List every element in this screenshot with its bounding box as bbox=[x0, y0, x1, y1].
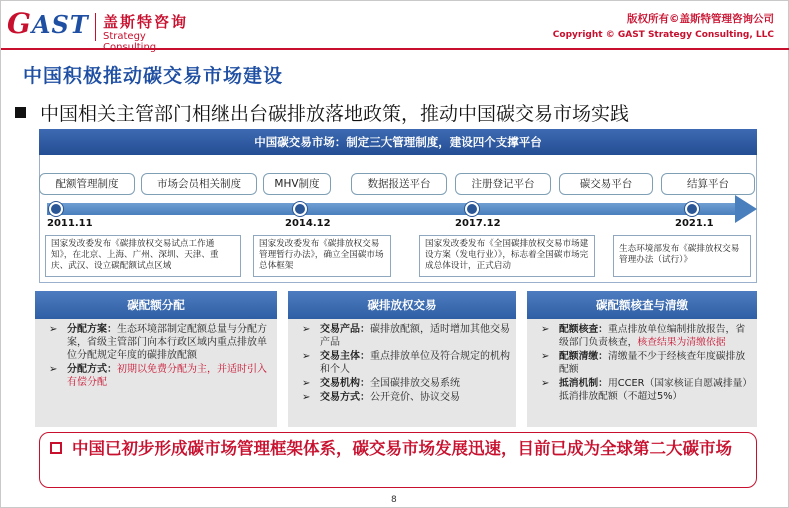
item-text: 生态环境部制定配额总量与分配方案，省级主管部门向本行政区域内重点排放单位分配规定年度的碳排放配额 bbox=[67, 324, 267, 361]
item-text: 清缴量不少于经核查年度碳排放配额 bbox=[559, 351, 746, 375]
list-item bbox=[302, 391, 510, 404]
column-body-verification bbox=[527, 319, 757, 427]
list-item bbox=[541, 323, 751, 349]
tag-data-platform: 数据报送平台 bbox=[351, 173, 447, 195]
copyright-notice bbox=[553, 11, 774, 40]
timeline-date: 2014.12 bbox=[285, 218, 331, 229]
list-item bbox=[541, 377, 751, 403]
list-item bbox=[302, 350, 510, 376]
company-logo bbox=[7, 5, 197, 45]
tag-settlement-platform: 结算平台 bbox=[661, 173, 755, 195]
timeline-date: 2021.1 bbox=[675, 218, 714, 229]
item-text: 全国碳排放交易系统 bbox=[370, 378, 460, 389]
list-item bbox=[49, 323, 271, 362]
conclusion-text: 中国已初步形成碳市场管理框架体系，碳交易市场发展迅速，目前已成为全球第二大碳市场 bbox=[72, 439, 732, 458]
timeline-arrow-icon bbox=[735, 195, 757, 223]
column-body-quota-allocation bbox=[35, 319, 277, 427]
timeline-date: 2017.12 bbox=[455, 218, 501, 229]
tag-quota-management: 配额管理制度 bbox=[39, 173, 135, 195]
item-label: 交易主体： bbox=[320, 351, 370, 362]
list-item bbox=[302, 323, 510, 349]
list-item bbox=[302, 377, 510, 390]
item-highlight: 初期以免费分配为主，并适时引入有偿分配 bbox=[67, 364, 267, 388]
item-label: 交易机构： bbox=[320, 378, 370, 389]
header-divider bbox=[1, 48, 789, 50]
item-text: 重点排放单位及符合规定的机构和个人 bbox=[320, 351, 510, 375]
conclusion-text-wrap bbox=[50, 437, 746, 461]
page-number: 8 bbox=[391, 495, 397, 505]
column-header-emission-trading: 碳排放权交易 bbox=[288, 291, 516, 319]
subtitle-text: 中国相关主管部门相继出台碳排放落地政策，推动中国碳交易市场实践 bbox=[40, 103, 630, 125]
column-header-quota-allocation: 碳配额分配 bbox=[35, 291, 277, 319]
logo-divider bbox=[95, 13, 96, 41]
item-text: 用CCER（国家核证自愿减排量）抵消排放配额（不超过5%） bbox=[559, 378, 748, 402]
logo-wordmark bbox=[7, 7, 89, 40]
item-label: 配额核查： bbox=[559, 324, 608, 335]
item-label: 交易方式： bbox=[320, 392, 370, 403]
timeline-date: 2011.11 bbox=[47, 218, 93, 229]
timeline-dot bbox=[465, 202, 479, 216]
column-header-verification: 碳配额核查与清缴 bbox=[527, 291, 757, 319]
item-highlight: 核查结果为清缴依据 bbox=[637, 337, 726, 348]
timeline-bar bbox=[47, 203, 737, 215]
item-text: 公开竞价、协议交易 bbox=[370, 392, 460, 403]
copyright-en: Copyright © GAST Strategy Consulting, LLC bbox=[552, 30, 774, 40]
logo-chinese-name: 盖斯特咨询 bbox=[103, 13, 189, 31]
logo-letter-g: G bbox=[7, 7, 32, 40]
column-body-emission-trading bbox=[288, 319, 516, 427]
hollow-square-bullet-icon bbox=[50, 442, 62, 454]
tag-registry-platform: 注册登记平台 bbox=[455, 173, 551, 195]
framework-banner: 中国碳交易市场：制定三大管理制度，建设四个支撑平台 bbox=[39, 129, 757, 155]
timeline-note: 国家发改委发布《全国碳排放权交易市场建设方案（发电行业）》，标志着全国碳市场完成总体设计，正式启动 bbox=[419, 235, 595, 277]
page-title: 中国积极推动碳交易市场建设 bbox=[23, 65, 284, 87]
square-bullet-icon bbox=[15, 107, 26, 118]
timeline-dot bbox=[685, 202, 699, 216]
item-text: 重点排放单位编制排放报告，省级部门负责核查， bbox=[559, 324, 746, 348]
timeline-dot bbox=[49, 202, 63, 216]
tag-trading-platform: 碳交易平台 bbox=[559, 173, 653, 195]
item-label: 配额清缴： bbox=[559, 351, 608, 362]
item-label: 交易产品： bbox=[320, 324, 370, 335]
item-label: 分配方案： bbox=[67, 324, 117, 335]
tag-member-system: 市场会员相关制度 bbox=[141, 173, 257, 195]
timeline-note: 生态环境部发布《碳排放权交易管理办法（试行）》 bbox=[613, 235, 751, 277]
list-item bbox=[49, 363, 271, 389]
conclusion-box bbox=[39, 432, 757, 488]
copyright-cn: 版权所有©盖斯特管理咨询公司 bbox=[627, 13, 774, 25]
tag-mhv-system: MHV制度 bbox=[263, 173, 331, 195]
item-label: 分配方式： bbox=[67, 364, 117, 375]
logo-letters: AST bbox=[31, 10, 89, 39]
item-label: 抵消机制： bbox=[559, 378, 608, 389]
item-text: 碳排放配额，适时增加其他交易产品 bbox=[320, 324, 510, 348]
timeline-note: 国家发改委发布《碳排放权交易试点工作通知》，在北京、上海、广州、深圳、天津、重庆、武汉、设立碳配额试点区域 bbox=[45, 235, 241, 277]
subtitle bbox=[15, 99, 629, 126]
list-item bbox=[541, 350, 751, 376]
timeline-note: 国家发改委发布《碳排放权交易管理暂行办法》，确立全国碳市场总体框架 bbox=[253, 235, 391, 277]
logo-english-name: Strategy bbox=[103, 31, 146, 42]
timeline-dot bbox=[293, 202, 307, 216]
